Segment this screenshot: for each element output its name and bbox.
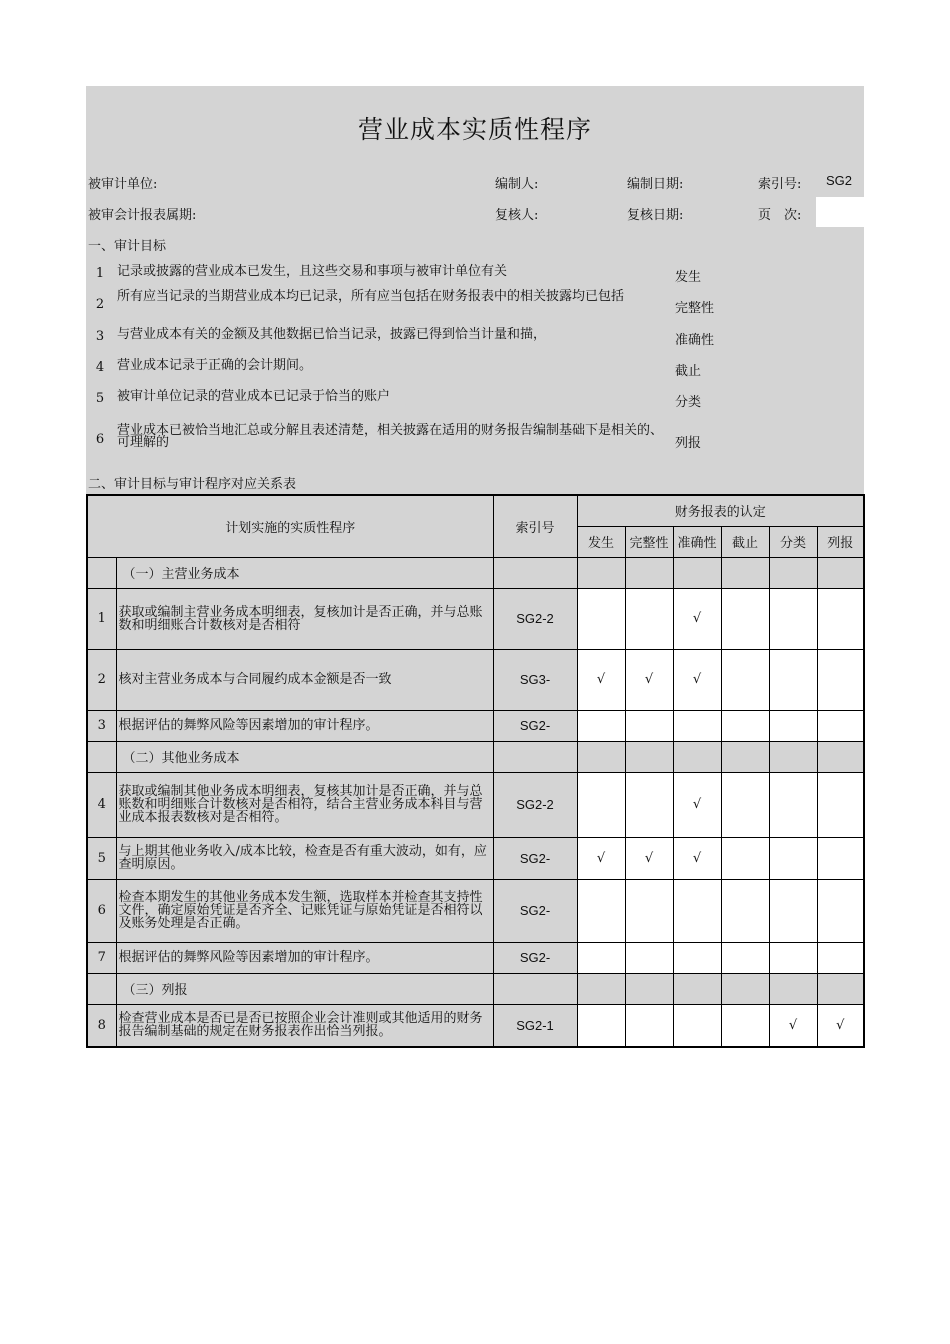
mark-completeness[interactable] xyxy=(625,772,673,837)
row-number: 5 xyxy=(87,837,116,879)
mark-cutoff[interactable] xyxy=(721,710,769,741)
mark-completeness[interactable] xyxy=(625,710,673,741)
mark-classification[interactable] xyxy=(769,837,817,879)
procedure-text: 检查营业成本是否已是否已按照企业会计准则或其他适用的财务报告编制基础的规定在财务报表作出恰当列报。 xyxy=(116,1004,493,1047)
index-cell[interactable] xyxy=(493,557,577,588)
mark-presentation[interactable] xyxy=(817,772,864,837)
section-heading-objectives: 一、审计目标 xyxy=(88,239,167,254)
mark-occurrence[interactable] xyxy=(577,942,625,973)
reviewer-label: 复核人: xyxy=(495,208,539,223)
objective-number: 4 xyxy=(95,360,105,375)
procedure-text: 核对主营业务成本与合同履约成本金额是否一致 xyxy=(116,649,493,710)
index-cell[interactable]: SG2-1 xyxy=(493,1004,577,1047)
index-cell[interactable]: SG2-2 xyxy=(493,588,577,649)
mark-accuracy[interactable] xyxy=(673,1004,721,1047)
mark-cell[interactable] xyxy=(817,557,864,588)
mark-cutoff[interactable] xyxy=(721,649,769,710)
mark-accuracy[interactable] xyxy=(673,942,721,973)
mark-classification[interactable] xyxy=(769,879,817,942)
mark-presentation[interactable] xyxy=(817,649,864,710)
audited-unit-label: 被审计单位: xyxy=(88,177,158,192)
table-row xyxy=(87,837,864,879)
mark-classification[interactable] xyxy=(769,588,817,649)
mark-occurrence[interactable]: √ xyxy=(577,649,625,710)
audit-period-label: 被审会计报表属期: xyxy=(88,208,197,223)
procedure-mapping-table xyxy=(86,494,865,1048)
index-cell[interactable]: SG3- xyxy=(493,649,577,710)
review-date-label: 复核日期: xyxy=(627,208,684,223)
section-title: （一）主营业务成本 xyxy=(116,557,493,588)
mark-cell[interactable] xyxy=(769,557,817,588)
header-assertions: 财务报表的认定 xyxy=(577,495,864,526)
objective-assertion: 截止 xyxy=(675,364,702,379)
procedure-text: 根据评估的舞弊风险等因素增加的审计程序。 xyxy=(116,710,493,741)
objective-number: 1 xyxy=(95,266,105,281)
row-number-cell xyxy=(87,557,116,588)
index-cell[interactable]: SG2- xyxy=(493,942,577,973)
mark-classification[interactable]: √ xyxy=(769,1004,817,1047)
mark-cutoff[interactable] xyxy=(721,942,769,973)
objective-number: 5 xyxy=(95,391,105,406)
row-number-cell xyxy=(87,741,116,772)
mark-occurrence[interactable] xyxy=(577,1004,625,1047)
page-title: 营业成本实质性程序 xyxy=(357,115,592,144)
mark-presentation[interactable] xyxy=(817,588,864,649)
mark-occurrence[interactable] xyxy=(577,772,625,837)
mark-accuracy[interactable] xyxy=(673,879,721,942)
mark-presentation[interactable] xyxy=(817,942,864,973)
section-row xyxy=(87,557,864,588)
mark-cutoff[interactable] xyxy=(721,588,769,649)
mark-occurrence[interactable]: √ xyxy=(577,837,625,879)
index-label: 索引号: xyxy=(758,177,802,192)
objective-text: 所有应当记录的当期营业成本均已记录，所有应当包括在财务报表中的相关披露均已包括 xyxy=(117,289,625,304)
objective-text: 与营业成本有关的金额及其他数据已恰当记录，披露已得到恰当计量和描， xyxy=(117,327,547,342)
row-number: 6 xyxy=(87,879,116,942)
section-title: （二）其他业务成本 xyxy=(116,741,493,772)
objective-assertion: 发生 xyxy=(675,270,702,285)
header-assertion-classification: 分类 xyxy=(769,526,817,557)
mark-completeness[interactable] xyxy=(625,588,673,649)
objective-number: 2 xyxy=(95,297,105,312)
mark-cell[interactable] xyxy=(817,741,864,772)
index-cell[interactable]: SG2-2 xyxy=(493,772,577,837)
objective-text: 营业成本记录于正确的会计期间。 xyxy=(117,358,313,373)
mark-cutoff[interactable] xyxy=(721,1004,769,1047)
mark-accuracy[interactable]: √ xyxy=(673,649,721,710)
header-index: 索引号 xyxy=(493,495,577,557)
section-row xyxy=(87,973,864,1004)
objective-number: 6 xyxy=(95,432,105,447)
mark-cutoff[interactable] xyxy=(721,837,769,879)
mark-accuracy[interactable] xyxy=(673,710,721,741)
mark-cell[interactable] xyxy=(769,973,817,1004)
header-assertion-completeness: 完整性 xyxy=(625,526,673,557)
mark-completeness[interactable]: √ xyxy=(625,649,673,710)
mark-occurrence[interactable] xyxy=(577,879,625,942)
mark-accuracy[interactable]: √ xyxy=(673,588,721,649)
table-row xyxy=(87,649,864,710)
table-row xyxy=(87,1004,864,1047)
mark-cell[interactable] xyxy=(721,557,769,588)
mark-cell[interactable] xyxy=(625,741,673,772)
procedure-text: 检查本期发生的其他业务成本发生额，选取样本并检查其支持性文件，确定原始凭证是否齐全、记账凭证与原始凭证是否相符以及账务处理是否正确。 xyxy=(116,879,493,942)
objective-assertion: 分类 xyxy=(675,395,702,410)
header-assertion-presentation: 列报 xyxy=(817,526,864,557)
row-number: 8 xyxy=(87,1004,116,1047)
index-cell[interactable] xyxy=(493,741,577,772)
mark-presentation[interactable] xyxy=(817,837,864,879)
row-number: 4 xyxy=(87,772,116,837)
index-value: SG2 xyxy=(826,173,853,188)
mark-presentation[interactable] xyxy=(817,879,864,942)
mark-occurrence[interactable] xyxy=(577,710,625,741)
objective-assertion: 准确性 xyxy=(675,333,715,348)
mark-cell[interactable] xyxy=(577,741,625,772)
mark-cell[interactable] xyxy=(721,741,769,772)
table-row xyxy=(87,772,864,837)
header-procedure: 计划实施的实质性程序 xyxy=(87,495,493,557)
page-number-cell[interactable] xyxy=(816,197,864,227)
mark-occurrence[interactable] xyxy=(577,588,625,649)
mark-classification[interactable] xyxy=(769,649,817,710)
mark-cell[interactable] xyxy=(673,557,721,588)
mark-cell[interactable] xyxy=(577,973,625,1004)
index-cell[interactable] xyxy=(493,973,577,1004)
procedure-text: 获取或编制主营业务成本明细表，复核加计是否正确，并与总账数和明细账合计数核对是否相符 xyxy=(116,588,493,649)
mark-cutoff[interactable] xyxy=(721,772,769,837)
mark-classification[interactable] xyxy=(769,942,817,973)
header-assertion-accuracy: 准确性 xyxy=(673,526,721,557)
objective-assertion: 完整性 xyxy=(675,301,715,316)
table-row xyxy=(87,942,864,973)
mark-completeness[interactable]: √ xyxy=(625,837,673,879)
procedure-text: 获取或编制其他业务成本明细表，复核其加计是否正确，并与总账数和明细账合计数核对是否相符，结合主营业务成本科目与营业成本报表数核对是否相符。 xyxy=(116,772,493,837)
mark-completeness[interactable] xyxy=(625,879,673,942)
section-title: （三）列报 xyxy=(116,973,493,1004)
objective-assertion: 列报 xyxy=(675,436,702,451)
mark-cutoff[interactable] xyxy=(721,879,769,942)
mark-cell[interactable] xyxy=(625,557,673,588)
mark-classification[interactable] xyxy=(769,772,817,837)
mark-cell[interactable] xyxy=(769,741,817,772)
mark-presentation[interactable] xyxy=(817,710,864,741)
preparer-label: 编制人: xyxy=(495,177,539,192)
mark-accuracy[interactable]: √ xyxy=(673,772,721,837)
procedure-text: 与上期其他业务收入/成本比较，检查是否有重大波动，如有，应查明原因。 xyxy=(116,837,493,879)
mark-cell[interactable] xyxy=(721,973,769,1004)
index-cell[interactable]: SG2- xyxy=(493,710,577,741)
procedure-text: 根据评估的舞弊风险等因素增加的审计程序。 xyxy=(116,942,493,973)
objective-text: 营业成本已被恰当地汇总或分解且表述清楚，相关披露在适用的财务报告编制基础下是相关的、可理解的 xyxy=(117,423,664,450)
page-number-label: 页 次: xyxy=(758,208,802,223)
header-assertion-cutoff: 截止 xyxy=(721,526,769,557)
table-row xyxy=(87,588,864,649)
objective-text: 被审计单位记录的营业成本已记录于恰当的账户 xyxy=(117,389,391,404)
index-cell[interactable]: SG2- xyxy=(493,879,577,942)
objective-text: 记录或披露的营业成本已发生，且这些交易和事项与被审计单位有关 xyxy=(117,264,508,279)
section-heading-mapping: 二、审计目标与审计程序对应关系表 xyxy=(88,477,297,492)
mark-classification[interactable] xyxy=(769,710,817,741)
table-row xyxy=(87,710,864,741)
mark-completeness[interactable] xyxy=(625,942,673,973)
mark-presentation[interactable]: √ xyxy=(817,1004,864,1047)
row-number: 7 xyxy=(87,942,116,973)
section-row xyxy=(87,741,864,772)
table-row xyxy=(87,879,864,942)
index-cell[interactable]: SG2- xyxy=(493,837,577,879)
mark-cell[interactable] xyxy=(625,973,673,1004)
row-number: 3 xyxy=(87,710,116,741)
prep-date-label: 编制日期: xyxy=(627,177,684,192)
mark-accuracy[interactable]: √ xyxy=(673,837,721,879)
row-number: 1 xyxy=(87,588,116,649)
mark-cell[interactable] xyxy=(673,741,721,772)
row-number: 2 xyxy=(87,649,116,710)
mark-cell[interactable] xyxy=(817,973,864,1004)
objective-number: 3 xyxy=(95,329,105,344)
mark-cell[interactable] xyxy=(577,557,625,588)
row-number-cell xyxy=(87,973,116,1004)
mark-completeness[interactable] xyxy=(625,1004,673,1047)
header-assertion-occurrence: 发生 xyxy=(577,526,625,557)
mark-cell[interactable] xyxy=(673,973,721,1004)
